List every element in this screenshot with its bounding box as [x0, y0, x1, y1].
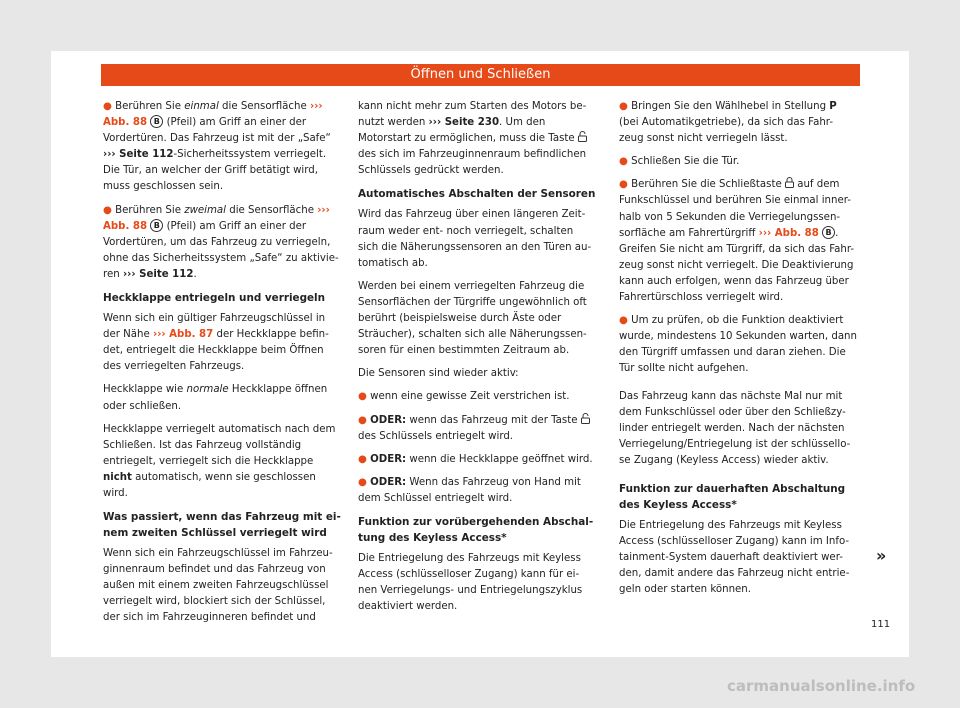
page-number: 111 [871, 619, 891, 630]
unlock-icon [581, 413, 590, 424]
paragraph: Wenn sich ein gültiger Fahrzeugschlüssel in der Nähe ››› Abb. 87 der Heckklappe befin- det, entriegelt die Heckklappe beim Öffnen des verriegelten Fahrzeugs. [103, 313, 329, 373]
bullet-icon: ● [358, 476, 367, 488]
paragraph: Die Sensoren sind wieder aktiv: [358, 368, 519, 380]
continue-icon: » [876, 546, 887, 565]
bullet-icon: ● [619, 179, 628, 191]
bullet-icon: ● [358, 414, 367, 426]
column-left [103, 99, 341, 634]
paragraph: Werden bei einem verriegelten Fahrzeug die Sensorflächen der Türgriffe ungewöhnlich oft berührt (beispielsweise durch Äste oder Sträucher), schalten sich alle Näherungssen- soren für einen bestimmten Zeitraum ab. [358, 280, 587, 357]
bullet-item: ● Um zu prüfen, ob die Funktion deaktiviert wurde, mindestens 10 Sekunden warten, dann den Türgriff umfassen und daran ziehen. Die Tür sollte nicht aufgehen. [619, 315, 857, 375]
bullet-lock-once: ● Berühren Sie einmal die Sensorfläche ››› Abb. 88 B (Pfeil) am Griff an einer der Vordertüren. Das Fahrzeug ist mit der „Safe“ ››› Seite 112-Sicherheitssystem verriegelt. Die Tür, an welcher der Griff betätigt wird, muss geschlossen sein. [103, 101, 331, 193]
bullet-item: ● ODER: wenn die Heckklappe geöffnet wird. [358, 453, 593, 465]
heading-tailgate: Heckklappe entriegeln und verriegeln [103, 292, 326, 305]
heading-second-key: Was passiert, wenn das Fahrzeug mit ei- nem zweiten Schlüssel verriegelt wird [103, 511, 341, 540]
paragraph: Die Entriegelung des Fahrzeugs mit Keyless Access (schlüsselloser Zugang) kann für ei- nen Verriegelungs- und Entriegelungszyklus deaktiviert werden. [358, 552, 583, 613]
paragraph: Wird das Fahrzeug über einen längeren Zeit- raum weder ent- noch verriegelt, schalten sich die Näherungssensoren an den Türen au- tomatisch ab. [358, 209, 592, 269]
page-ref[interactable]: ››› Seite 112 [122, 268, 194, 280]
manual-page [51, 51, 909, 657]
column-middle [358, 99, 596, 622]
bullet-item: ● ODER: wenn das Fahrzeug mit der Taste des Schlüssels entriegelt wird. [358, 413, 596, 445]
bullet-item: ● ODER: Wenn das Fahrzeug von Hand mit dem Schlüssel entriegelt wird. [358, 476, 581, 504]
unlock-icon [578, 131, 587, 142]
bullet-icon: ● [619, 315, 628, 327]
paragraph: Heckklappe verriegelt automatisch nach dem Schließen. Ist das Fahrzeug vollständig entriegelt, verriegelt sich die Heckklappe nicht automatisch, wenn sie geschlossen wird. [103, 423, 336, 499]
bullet-item: ● wenn eine gewisse Zeit verstrichen ist. [358, 391, 570, 403]
paragraph: Die Entriegelung des Fahrzeugs mit Keyless Access (schlüsselloser Zugang) kann im Info- tainment-System dauerhaft deaktiviert wer- den, damit andere das Fahrzeug nicht entrie- geln oder starten können. [619, 519, 850, 596]
label-b-icon: B [150, 115, 163, 128]
bullet-icon: ● [103, 204, 112, 216]
bullet-lock-twice: ● Berühren Sie zweimal die Sensorfläche ››› Abb. 88 B (Pfeil) am Griff an einer der Vordertüren, um das Fahrzeug zu verriegeln, ohne das Sicherheitssystem „Safe“ zu aktivie- ren ››› Seite 112. [103, 204, 339, 280]
bullet-icon: ● [619, 101, 628, 112]
bullet-icon: ● [619, 156, 628, 168]
paragraph: Heckklappe wie normale Heckklappe öffnen oder schließen. [103, 384, 328, 412]
heading-perm-disable: Funktion zur dauerhaften Abschaltung des Keyless Access* [619, 482, 846, 511]
figure-ref[interactable]: ››› Abb. 87 [153, 329, 214, 341]
label-b-icon: B [150, 219, 163, 232]
bullet-icon: ● [358, 453, 367, 465]
heading-temp-disable: Funktion zur vorübergehenden Abschal- tung des Keyless Access* [358, 515, 594, 544]
bullet-item: ● Berühren Sie die Schließtaste auf dem Funkschlüssel und berühren Sie einmal inner- halb von 5 Sekunden die Verriegelungssen- sorfläche am Fahrertürgriff ››› Abb. 88 B . Greifen Sie nicht am Türgriff, da sich das Fahr- zeug sonst nicht verriegelt. Die Deaktivierung kann auch erfolgen, wenn das Fahrzeug über Fahrertürschloss verriegelt wird. [619, 179, 855, 304]
paragraph: Wenn sich ein Fahrzeugschlüssel im Fahrzeu- ginnenraum befindet und das Fahrzeug von außen mit einem zweiten Fahrzeugschlüssel verriegelt wird, blockiert sich der Schlüssel, der sich im Fahrzeuginneren befindet und [103, 548, 333, 624]
page-ref[interactable]: ››› Seite 112 [103, 149, 174, 161]
bullet-item: ● Bringen Sie den Wählhebel in Stellung P (bei Automatikgetriebe), da sich das Fahr- zeug sonst nicht verriegeln lässt. [619, 101, 837, 145]
page-ref[interactable]: ››› Seite 230 [428, 117, 500, 129]
bullet-icon: ● [358, 391, 367, 403]
figure-ref[interactable]: ››› Abb. 88 [103, 101, 323, 129]
bullet-icon: ● [103, 101, 112, 112]
column-right [619, 99, 857, 605]
figure-ref[interactable]: ››› Abb. 88 [758, 227, 819, 239]
paragraph: kann nicht mehr zum Starten des Motors be- nutzt werden ››› Seite 230. Um den Motorstart zu ermöglichen, muss die Taste des sich im Fahrzeuginnenraum befindlichen Schlüssels gedrückt werden. [358, 101, 587, 177]
figure-ref[interactable]: ››› Abb. 88 [103, 204, 330, 232]
bullet-item: ● Schließen Sie die Tür. [619, 156, 740, 168]
heading-sensor-shutoff: Automatisches Abschalten der Sensoren [358, 188, 596, 201]
watermark: carmanualsonline.info [727, 677, 916, 695]
paragraph: Das Fahrzeug kann das nächste Mal nur mit dem Funkschlüssel oder über den Schließzy- linder entriegelt werden. Nach der nächsten Verriegelung/Entriegelung ist der schlüssello- se Zugang (Keyless Access) wieder aktiv. [619, 390, 851, 466]
lock-icon [785, 177, 794, 188]
section-header: Öffnen und Schließen [101, 64, 860, 86]
label-b-icon: B [822, 226, 835, 239]
